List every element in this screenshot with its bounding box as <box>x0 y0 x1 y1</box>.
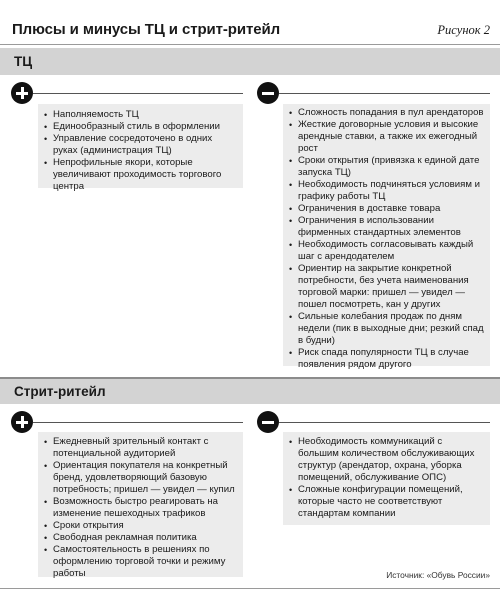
pros-panel-street-retail <box>38 432 243 577</box>
cons-panel-tc <box>283 104 490 370</box>
figure-label: Рисунок 2 <box>437 23 490 37</box>
cons-panel-street-retail <box>283 432 490 525</box>
pros-panel-tc <box>38 104 243 192</box>
page-title: Плюсы и минусы ТЦ и стрит-ритейл <box>12 21 281 38</box>
list-item: • Самостоятельность в решениях по оформлению торговой точки и режиму работы <box>44 544 237 580</box>
minus-circle-icon <box>257 82 279 104</box>
list-item: • Ограничения в доставке товара <box>289 203 484 215</box>
section-header-tc <box>0 48 500 75</box>
source-note: Источник: «Обувь России» <box>386 570 490 580</box>
list-item: • Ориентир на закрытие конкретной потребности, без учета наименования торговой марки: пришел — увидел — пошел посмотреть, кан у других <box>289 263 484 311</box>
minus-circle-icon <box>257 411 279 433</box>
page-header <box>0 0 500 44</box>
pros-connector-line <box>33 422 243 423</box>
list-item: • Наполняемость ТЦ <box>44 109 237 121</box>
list-item: • Свободная рекламная политика <box>44 532 237 544</box>
section-header-street-retail <box>0 377 500 404</box>
list-item: • Сроки открытия (привязка к единой дате запуска ТЦ) <box>289 155 484 179</box>
section-title: Стрит-ритейл <box>14 384 106 399</box>
list-item: • Ограничения в использовании фирменных стандартных элементов <box>289 215 484 239</box>
section-divider <box>0 377 500 379</box>
list-item: • Непрофильные якори, которые увеличивают проходимость торгового центра <box>44 157 237 193</box>
list-item: • Жесткие договорные условия и высокие арендные ставки, а также их ежегодный рост <box>289 119 484 155</box>
section-title: ТЦ <box>14 54 33 69</box>
list-item: • Необходимость согласовывать каждый шаг с арендодателем <box>289 239 484 263</box>
cons-connector-line <box>279 422 490 423</box>
header-divider <box>0 44 500 45</box>
footer-divider <box>0 588 500 589</box>
cons-connector-line <box>279 93 490 94</box>
plus-circle-icon <box>11 82 33 104</box>
list-item: • Сроки открытия <box>44 520 237 532</box>
list-item: • Управление сосредоточено в одних руках (администрация ТЦ) <box>44 133 237 157</box>
list-item: • Единообразный стиль в оформлении <box>44 121 237 133</box>
list-item: • Необходимость подчиняться условиям и графику работы ТЦ <box>289 179 484 203</box>
list-item: • Сложные конфигурации помещений, которые часто не соответствуют стандартам компании <box>289 484 484 520</box>
pros-connector-line <box>33 93 243 94</box>
list-item: • Сложность попадания в пул арендаторов <box>289 107 484 119</box>
list-item: • Возможность быстро реагировать на изменение пешеходных трафиков <box>44 496 237 520</box>
list-item: • Необходимость коммуникаций с большим количеством обслуживающих структур (арендатор, охрана, уборка помещений, обслуживание ОПС) <box>289 436 484 484</box>
list-item: • Ориентация покупателя на конкретный бренд, удовлетворяющий базовую потребность; пришел — увидел — купил <box>44 460 237 496</box>
plus-circle-icon <box>11 411 33 433</box>
list-item: • Риск спада популярности ТЦ в случае появления рядом другого <box>289 347 484 371</box>
list-item: • Сильные колебания продаж по дням недели (пик в выходные дни; резкий спад в будни) <box>289 311 484 347</box>
list-item: • Ежедневный зрительный контакт с потенциальной аудиторией <box>44 436 237 460</box>
